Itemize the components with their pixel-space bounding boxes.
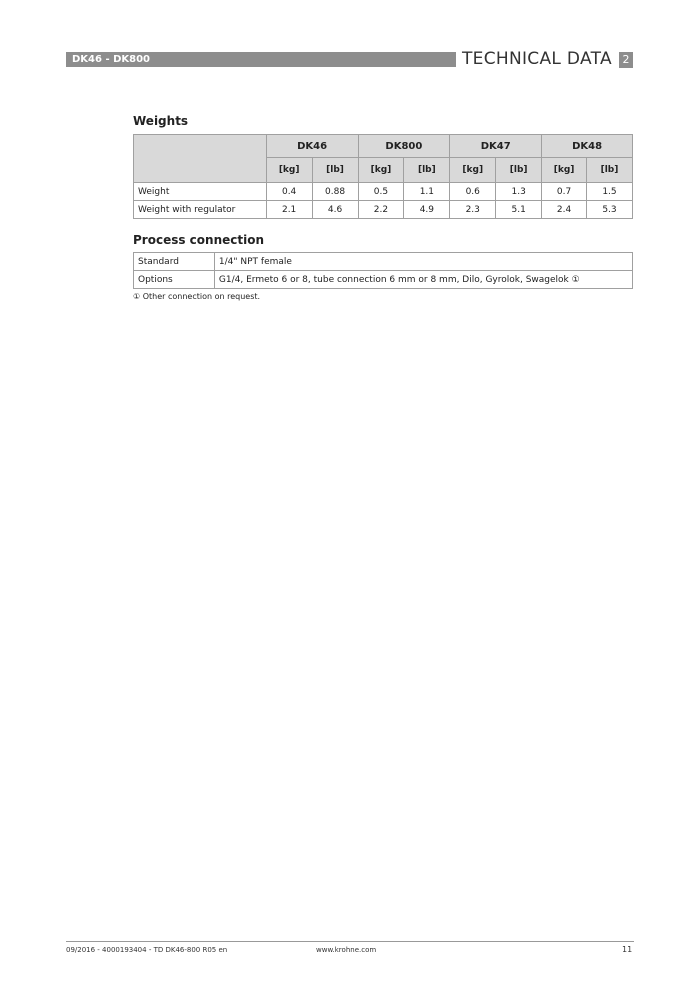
table-cell: 2.2 (358, 201, 404, 219)
table-row (134, 183, 633, 201)
table-cell: 5.1 (496, 201, 542, 219)
table-header-row (134, 135, 633, 158)
row-label: Options (134, 271, 215, 289)
unit-header: [lb] (496, 158, 542, 183)
footnote: ① Other connection on request. (133, 292, 261, 301)
table-cell: 5.3 (587, 201, 633, 219)
unit-header: [lb] (312, 158, 358, 183)
table-cell: 2.4 (542, 201, 587, 219)
process-connection-heading: Process connection (133, 233, 265, 247)
table-cell: 1.3 (496, 183, 542, 201)
document-label: DK46 - DK800 (72, 54, 151, 65)
table-cell: 4.9 (404, 201, 450, 219)
document-label-bar (66, 52, 456, 67)
footer-divider (66, 941, 634, 942)
row-label: Weight with regulator (134, 201, 267, 219)
table-row (134, 253, 633, 271)
model-header: DK800 (358, 135, 450, 158)
weights-table (133, 134, 633, 219)
table-cell: 0.7 (542, 183, 587, 201)
unit-header: [kg] (542, 158, 587, 183)
unit-header: [kg] (266, 158, 312, 183)
table-cell: 1.1 (404, 183, 450, 201)
table-cell: 0.88 (312, 183, 358, 201)
row-label: Weight (134, 183, 267, 201)
table-cell: 0.6 (450, 183, 496, 201)
table-cell: 1/4" NPT female (214, 253, 632, 271)
process-connection-table (133, 252, 633, 289)
row-label: Standard (134, 253, 215, 271)
model-header: DK48 (542, 135, 633, 158)
footer-document-reference: 09/2016 - 4000193404 - TD DK46-800 R05 en (66, 946, 228, 954)
table-row (134, 201, 633, 219)
table-cell: 4.6 (312, 201, 358, 219)
table-cell: 2.3 (450, 201, 496, 219)
weights-heading: Weights (133, 114, 189, 128)
unit-header: [kg] (450, 158, 496, 183)
table-row (134, 271, 633, 289)
model-header: DK46 (266, 135, 358, 158)
chapter-number-badge: 2 (619, 52, 633, 68)
table-cell: 1.5 (587, 183, 633, 201)
unit-header: [lb] (404, 158, 450, 183)
table-corner-cell (134, 135, 267, 183)
unit-header: [lb] (587, 158, 633, 183)
table-cell: 0.5 (358, 183, 404, 201)
section-title-header: TECHNICAL DATA (462, 49, 612, 69)
page-number: 11 (622, 945, 633, 954)
model-header: DK47 (450, 135, 542, 158)
unit-header: [kg] (358, 158, 404, 183)
table-cell: G1/4, Ermeto 6 or 8, tube connection 6 mm or 8 mm, Dilo, Gyrolok, Swagelok ① (214, 271, 632, 289)
table-cell: 2.1 (266, 201, 312, 219)
footer-website: www.krohne.com (316, 946, 377, 954)
table-cell: 0.4 (266, 183, 312, 201)
